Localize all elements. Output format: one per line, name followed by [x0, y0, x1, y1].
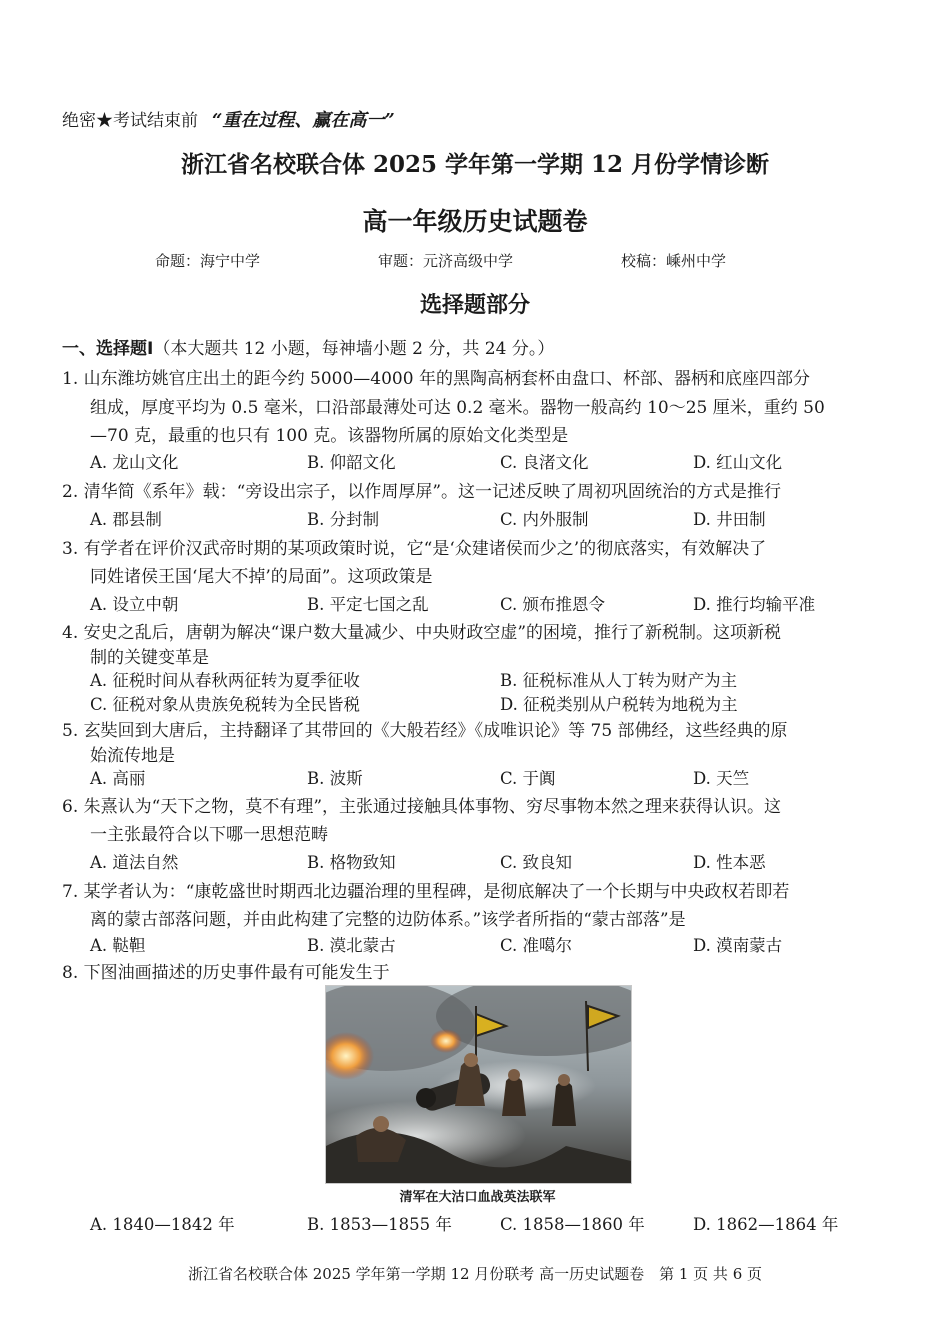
creator-reviewer: 审题：元济高级中学: [378, 252, 514, 270]
question-4-line-2: 制的关键变革是: [90, 648, 209, 668]
question-2-option-a: A. 郡县制: [90, 510, 162, 529]
secret-text: 绝密★考试结束前: [62, 111, 198, 131]
question-7-line-1: 7. 某学者认为：“康乾盛世时期西北边疆治理的里程碑，是彻底解决了一个长期与中央政权若即若: [62, 882, 790, 902]
question-4-option-a: A. 征税时间从春秋两征转为夏季征收: [90, 671, 360, 690]
question-5-line-1: 5. 玄奘回到大唐后，主持翻译了其带回的《大般若经》《成唯识论》等 75 部佛经，这些经典的原: [62, 721, 788, 741]
question-7-line-2: 离的蒙古部落问题，并由此构建了完整的边防体系。”该学者所指的“蒙古部落”是: [90, 910, 686, 930]
question-8-option-d: D. 1862—1864 年: [693, 1215, 839, 1234]
question-3-line-2: 同姓诸侯王国‘尾大不掉’的局面”。这项政策是: [90, 567, 433, 587]
part-heading: [62, 334, 554, 359]
question-6-option-b: B. 格物致知: [307, 853, 396, 872]
question-3-option-b: B. 平定七国之乱: [307, 595, 429, 614]
question-2-option-b: B. 分封制: [307, 510, 380, 529]
figure-caption: 清军在大沽口血战英法联军: [399, 1190, 556, 1205]
question-2-option-c: C. 内外服制: [500, 510, 589, 529]
question-1-option-a: A. 龙山文化: [90, 453, 179, 472]
question-6-option-a: A. 道法自然: [90, 853, 179, 872]
question-1-option-c: C. 良渚文化: [500, 453, 589, 472]
question-4-line-1: 4. 安史之乱后，唐朝为解决“课户数大量减少、中央财政空虚”的困境，推行了新税制。这项新税: [62, 623, 782, 643]
question-1-line-3: —70 克，最重的也只有 100 克。该器物所属的原始文化类型是: [90, 426, 569, 446]
question-6-option-d: D. 性本恶: [693, 853, 766, 872]
question-2-option-d: D. 井田制: [693, 510, 766, 529]
question-5-option-c: C. 于阗: [500, 769, 556, 788]
question-3-line-1: 3. 有学者在评价汉武帝时期的某项政策时说，它“是‘众建诸侯而少之’的彻底落实，有效解决了: [62, 539, 767, 559]
creator-proofreader: 校稿：嵊州中学: [621, 252, 727, 270]
question-1-option-d: D. 红山文化: [693, 453, 783, 472]
question-8-option-b: B. 1853—1855 年: [307, 1215, 452, 1234]
exam-title: 浙江省名校联合体 2025 学年第一学期 12 月份学情诊断: [180, 151, 770, 178]
section-title: 选择题部分: [419, 292, 530, 318]
question-1-option-b: B. 仰韶文化: [307, 453, 396, 472]
motto: “重在过程、赢在高一”: [212, 110, 395, 131]
question-6-line-2: 一主张最符合以下哪一思想范畴: [90, 825, 328, 845]
question-6-option-c: C. 致良知: [500, 853, 573, 872]
question-3-option-c: C. 颁布推恩令: [500, 595, 606, 614]
part-label: 一、选择题Ⅰ: [62, 339, 154, 359]
confidential-label: [62, 106, 395, 132]
question-3-option-d: D. 推行均输平准: [693, 595, 816, 614]
creator-proposer: 命题：海宁中学: [155, 252, 261, 270]
question-7-option-a: A. 鞑靼: [90, 936, 146, 955]
question-5-option-d: D. 天竺: [693, 769, 750, 788]
question-8-line-1: 8. 下图油画描述的历史事件最有可能发生于: [62, 963, 390, 983]
question-5-option-a: A. 高丽: [90, 769, 146, 788]
question-8-option-a: A. 1840—1842 年: [90, 1215, 235, 1234]
question-8-option-c: C. 1858—1860 年: [500, 1215, 645, 1234]
question-3-option-a: A. 设立中朝: [90, 595, 179, 614]
question-4-option-b: B. 征税标准从人丁转为财产为主: [500, 671, 738, 690]
question-4-option-d: D. 征税类别从户税转为地税为主: [500, 695, 738, 714]
oil-painting-image: [325, 985, 632, 1184]
question-7-option-c: C. 准噶尔: [500, 936, 573, 955]
question-1-line-1: 1. 山东潍坊姚官庄出土的距今约 5000—4000 年的黑陶高柄套杯由盘口、杯部、器柄和底座四部分: [62, 369, 810, 389]
question-7-option-d: D. 漠南蒙古: [693, 936, 783, 955]
question-1-line-2: 组成，厚度平均为 0.5 毫米，口沿部最薄处可达 0.2 毫米。器物一般高约 10～25 厘米，重约 50: [90, 398, 825, 418]
page-footer: 浙江省名校联合体 2025 学年第一学期 12 月份联考 高一历史试题卷 第 1 页 共 6 页: [187, 1265, 763, 1283]
question-6-line-1: 6. 朱熹认为“天下之物，莫不有理”，主张通过接触具体事物、穷尽事物本然之理来获得认识。这: [62, 797, 782, 817]
part-note: （本大题共 12 小题，每神墙小题 2 分，共 24 分。）: [153, 339, 555, 359]
question-2-line-1: 2. 清华简《系年》载：“旁设出宗子，以作周厚屏”。这一记述反映了周初巩固统治的方式是推行: [62, 482, 782, 502]
question-4-option-c: C. 征税对象从贵族免税转为全民皆税: [90, 695, 361, 714]
question-7-option-b: B. 漠北蒙古: [307, 936, 396, 955]
exam-subtitle: 高一年级历史试题卷: [362, 207, 588, 236]
question-5-line-2: 始流传地是: [90, 746, 175, 766]
question-5-option-b: B. 波斯: [307, 769, 363, 788]
